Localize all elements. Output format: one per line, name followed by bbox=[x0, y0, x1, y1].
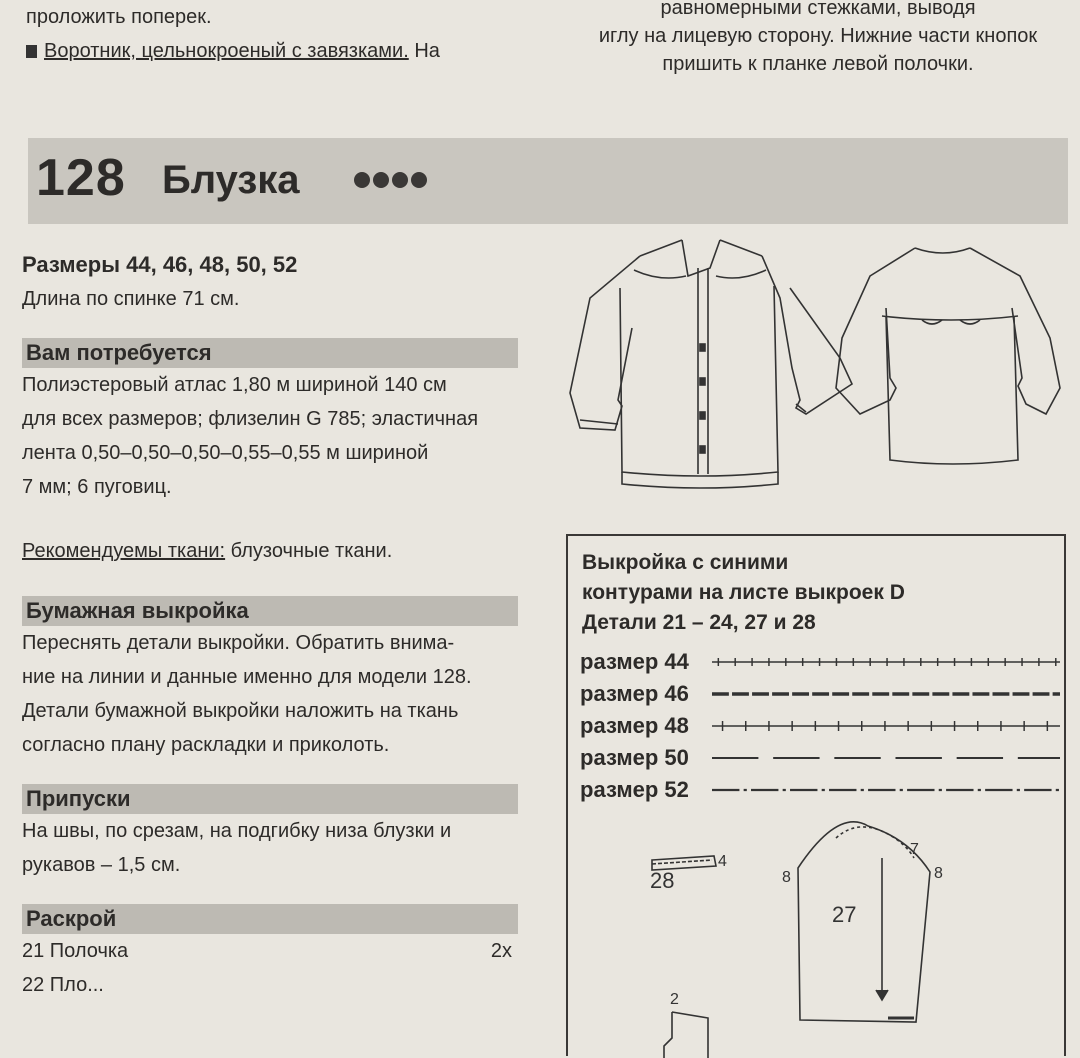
piece-label-28: 28 bbox=[650, 868, 675, 893]
collar-tail: На bbox=[408, 40, 440, 62]
model-name: Блузка bbox=[162, 158, 300, 202]
text-line: Выкройка с синими bbox=[582, 551, 789, 574]
text-line: согласно плану раскладки и приколоть. bbox=[22, 734, 390, 756]
notch-label-4: 4 bbox=[718, 853, 727, 870]
legend-title bbox=[582, 548, 905, 638]
difficulty-dots-icon bbox=[354, 172, 430, 193]
text-line: Переснять детали выкройки. Обратить внима- bbox=[22, 632, 455, 654]
previous-instructions-right bbox=[568, 0, 1068, 78]
text-line: 7 мм; 6 пуговиц. bbox=[22, 476, 172, 498]
collar-line bbox=[26, 34, 526, 68]
materials-heading: Вам потребуется bbox=[22, 338, 518, 368]
cutting-item: 22 Пло... bbox=[22, 974, 104, 996]
text-line: лента 0,50–0,50–0,50–0,55–0,55 м шириной bbox=[22, 442, 429, 464]
length-line: Длина по спинке 71 см. bbox=[22, 288, 240, 310]
pattern-pieces-diagram bbox=[568, 798, 1064, 1058]
line-style-ticks bbox=[712, 654, 1060, 670]
text-line: контурами на листе выкроек D bbox=[582, 581, 905, 604]
text-line: равномерными стежками, выводя bbox=[660, 0, 976, 19]
pattern-heading: Бумажная выкройка bbox=[22, 596, 518, 626]
notch-label-2: 2 bbox=[670, 991, 679, 1008]
partial-piece-outline bbox=[664, 1012, 708, 1058]
notch-label-7: 7 bbox=[910, 841, 919, 858]
materials-text bbox=[22, 368, 520, 504]
previous-instructions-left bbox=[26, 0, 526, 68]
size-label: размер 52 bbox=[580, 777, 689, 802]
size-lines-legend bbox=[580, 646, 1060, 806]
size-label: размер 48 bbox=[580, 713, 689, 738]
fabrics-value: блузочные ткани. bbox=[225, 540, 393, 562]
cutting-heading: Раскрой bbox=[22, 904, 518, 934]
instructions-column bbox=[22, 248, 520, 1002]
pattern-text bbox=[22, 626, 520, 762]
size-label: размер 44 bbox=[580, 649, 689, 674]
text-line: для всех размеров; флизелин G 785; эластичная bbox=[22, 408, 479, 430]
piece-label-27: 27 bbox=[832, 902, 857, 927]
line-style-long-dash bbox=[712, 750, 1060, 766]
text-line: Полиэстеровый атлас 1,80 м шириной 140 см bbox=[22, 374, 447, 396]
size-row bbox=[580, 646, 1060, 678]
collar-link: Воротник, цельнокроеный с завязками. bbox=[44, 40, 409, 62]
fabrics-line bbox=[22, 534, 520, 568]
cutting-row bbox=[22, 968, 512, 1002]
pattern-legend-box bbox=[566, 534, 1066, 1056]
text-line: иглу на лицевую сторону. Нижние части кнопок bbox=[598, 25, 1038, 47]
blouse-back-sketch bbox=[836, 248, 1060, 464]
model-number: 128 bbox=[36, 149, 126, 207]
text-line: проложить поперек. bbox=[26, 6, 212, 28]
fabrics-label: Рекомендуемы ткани: bbox=[22, 540, 226, 562]
size-row bbox=[580, 742, 1060, 774]
bullet-square-icon bbox=[26, 45, 37, 58]
notch-label-8: 8 bbox=[782, 869, 791, 886]
cutting-item: 21 Полочка bbox=[22, 940, 129, 962]
text-line: рукавов – 1,5 см. bbox=[22, 854, 181, 876]
text-line: На швы, по срезам, на подгибку низа блузки и bbox=[22, 820, 452, 842]
blouse-sketch-image bbox=[560, 228, 1070, 508]
blouse-front-sketch bbox=[570, 240, 852, 488]
text-line: Детали бумажной выкройки наложить на ткань bbox=[22, 700, 459, 722]
text-line: пришить к планке левой полочки. bbox=[662, 53, 974, 75]
allowances-heading: Припуски bbox=[22, 784, 518, 814]
size-row bbox=[580, 710, 1060, 742]
line-style-plus bbox=[712, 718, 1060, 734]
allowances-text bbox=[22, 814, 520, 882]
line-style-dash-dot bbox=[712, 782, 1060, 798]
notch-label-8: 8 bbox=[934, 865, 943, 882]
size-label: размер 46 bbox=[580, 681, 689, 706]
cutting-row bbox=[22, 934, 512, 968]
sizes-line: Размеры 44, 46, 48, 50, 52 bbox=[22, 252, 298, 277]
text-line: ние на линии и данные именно для модели 128. bbox=[22, 666, 472, 688]
text-line: Детали 21 – 24, 27 и 28 bbox=[582, 611, 816, 634]
size-row bbox=[580, 678, 1060, 710]
line-style-thick-dash bbox=[712, 686, 1060, 702]
size-label: размер 50 bbox=[580, 745, 689, 770]
cutting-qty: 2х bbox=[490, 940, 512, 962]
model-title-band bbox=[28, 138, 1068, 224]
